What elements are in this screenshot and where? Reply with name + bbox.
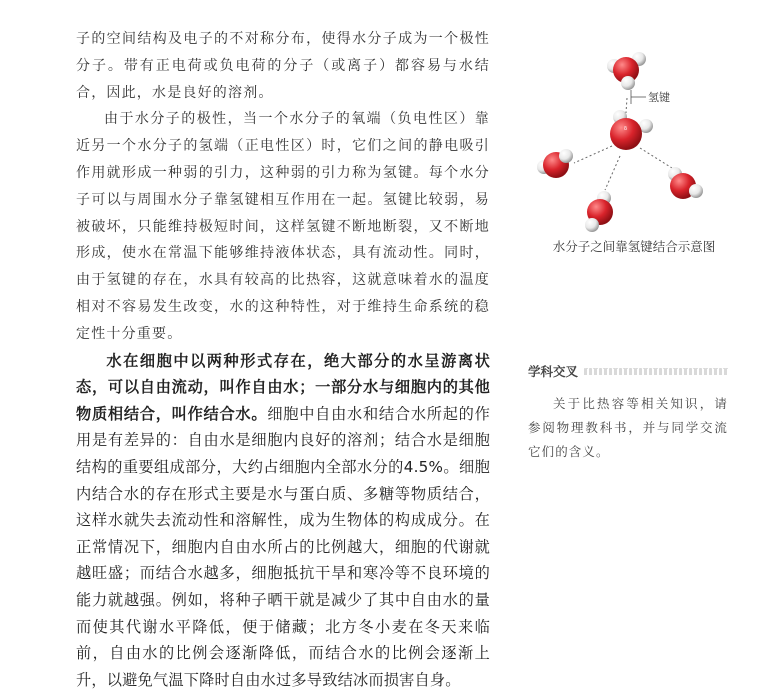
sidebar-note-body: 关于比热容等相关知识，请参阅物理教科书，并与同学交流它们的含义。 <box>528 396 728 459</box>
paragraph-water-forms-body: 细胞中自由水和结合水所起的作用是有差异的：自由水是细胞内良好的溶剂；结合水是细胞结构的重要组成部分，大约占细胞内全部水分的4.5%。细胞内结合水的存在形式主要是水与蛋白质、多糖等物质结合，这样水就失去流动性和溶解性，成为生物体的构成成分。在正常情况下，细胞内自由水所占的比例越大，细胞的代谢就越旺盛；而结合水越多，细胞抵抗干旱和寒冷等不良环境的能力就越强。例如，将种子晒干就是减少了其中自由水的量而使其代谢水平降低，便于储藏；北方冬小麦在冬天来临前，自由水的比例会逐渐降低，而结合水的比例会逐渐上升，以避免气温下降时自由水过多导致结冰而损害自身。 <box>76 404 490 689</box>
water-molecule-top <box>607 52 646 90</box>
water-molecule-center <box>610 110 653 150</box>
svg-text:δ: δ <box>624 126 628 132</box>
water-molecule-bottom <box>585 191 613 232</box>
paragraph-polarity: 子的空间结构及电子的不对称分布，使得水分子成为一个极性分子。带有正电荷或负电荷的分子（或离子）都容易与水结合，因此，水是良好的溶剂。 <box>76 31 490 101</box>
water-hydrogen-bond-diagram <box>528 38 738 253</box>
water-molecule-left <box>537 149 573 178</box>
sidebar-note-rule <box>584 368 728 375</box>
main-text-column <box>76 26 490 693</box>
paragraph-water-forms <box>76 348 490 694</box>
figure-caption: 水分子之间靠氢键结合示意图 <box>552 239 716 254</box>
sidebar-note-header <box>528 362 728 380</box>
sidebar-note-title: 学科交叉 <box>528 364 579 379</box>
key-concept-free-bound-water: 水在细胞中以两种形式存在，绝大部分的水呈游离状态，可以自由流动，叫作自由水；一部分水与细胞内的其他物质相结合，叫作结合水。 <box>76 351 490 423</box>
hbond-label: 氢键 <box>648 91 670 104</box>
paragraph-hydrogen-bond: 由于水分子的极性，当一个水分子的氧端（负电性区）靠近另一个水分子的氢端（正电性区）时，它们之间的静电吸引作用就形成一种弱的引力，这种弱的引力称为氢键。每个水分子可以与周围水分子靠氢键相互作用在一起。氢键比较弱，易被破坏，只能维持极短时间，这样氢键不断地断裂，又不断地形成，使水在常温下能够维持液体状态，具有流动性。同时，由于氢键的存在，水具有较高的比热容，这就意味着水的温度相对不容易发生改变，水的这种特性，对于维持生命系统的稳定性十分重要。 <box>76 111 490 342</box>
water-molecule-right <box>668 167 703 199</box>
